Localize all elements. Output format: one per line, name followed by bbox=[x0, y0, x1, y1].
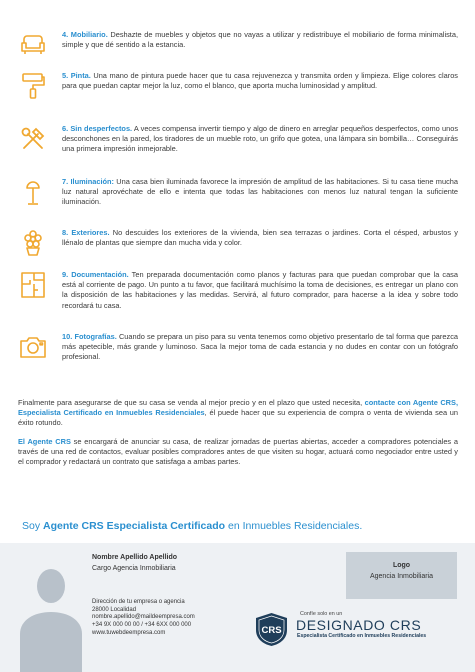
closing-highlight: contacte con Agente CRS, Especialista Certificado en Inmuebles Residenciales bbox=[18, 398, 458, 418]
closing-paragraph-1 bbox=[18, 398, 458, 429]
contact-address: Dirección de tu empresa o agencia bbox=[92, 599, 185, 605]
tip-heading: 10. Fotografías. bbox=[62, 332, 117, 341]
tip-text bbox=[62, 270, 458, 311]
tip-body: Cuando se prepara un piso para su venta tenemos como objetivo presentarlo de tal forma que parezca más apetecible, más grande y luminoso. Saca la mejor toma de cada estancia y no dudes en contar con un fotógrafo profesional. bbox=[62, 332, 458, 362]
tip-heading: 8. Exteriores. bbox=[62, 228, 110, 237]
tagline-pre: Soy bbox=[22, 520, 44, 532]
floor-plan-icon bbox=[18, 270, 48, 300]
tip-text bbox=[62, 71, 458, 91]
tip-text bbox=[62, 177, 458, 208]
closing-highlight: El Agente CRS bbox=[18, 437, 71, 446]
badge-subtitle: Especialista Certificado en Inmuebles Residenciales bbox=[297, 633, 427, 639]
tip-text bbox=[62, 30, 458, 50]
tip-heading: 6. Sin desperfectos. bbox=[62, 124, 133, 133]
contact-email[interactable]: nombre.apellido@maildeempresa.com bbox=[92, 614, 195, 621]
tip-body: No descuides los exteriores de la vivienda, bien sea terrazas o jardines. Corta el césped, arbustos y llénalo de plantas que siempre dan mucha vida y color. bbox=[62, 228, 458, 248]
agent-role: Cargo Agencia Inmobiliaria bbox=[92, 565, 176, 572]
tip-body: Deshazte de muebles y objetos que no vayas a utilizar y redistribuye el mobiliario de forma minimalista, simple y que dé sentido a la estancia. bbox=[62, 30, 458, 50]
agency-logo-placeholder bbox=[346, 552, 457, 599]
closing-text: Finalmente para asegurarse de que su casa se venda al mejor precio y en el plazo que usted necesita, bbox=[18, 398, 365, 407]
tip-body: Ten preparada documentación como planos y facturas para que puedan comprobar que la casa está al corriente de pago. Un punto a tu favor, que facilitará muchísimo la toma de decisiones, es entregar un plano con la disposición de las habitaciones y las medidas. Servirá, al futuro comprador, para hacerse a la idea y sobre todo recordará tu casa. bbox=[62, 270, 458, 310]
closing-paragraph-2 bbox=[18, 437, 458, 468]
contact-city: 28000 Localidad bbox=[92, 606, 137, 613]
closing-text: , él puede hacer que su experiencia de compra o venta de vivienda sea un éxito rotundo. bbox=[18, 408, 458, 428]
flower-icon bbox=[18, 228, 48, 258]
badge-confie: Confíe solo en un bbox=[300, 611, 343, 617]
logo-title: Logo bbox=[392, 562, 411, 569]
contact-website[interactable]: www.tuwebdeempresa.com bbox=[92, 629, 166, 636]
floor-lamp-icon bbox=[18, 177, 48, 207]
agent-contact bbox=[92, 599, 195, 638]
logo-subtitle: Agencia Inmobiliaria bbox=[369, 573, 434, 580]
tools-icon bbox=[18, 124, 48, 154]
crs-mark: CRS bbox=[261, 625, 282, 636]
tagline-post: en Inmuebles Residenciales. bbox=[225, 520, 363, 532]
closing-text: se encargará de anunciar su casa, de realizar jornadas de puertas abiertas, acceder a compradores potenciales a través de una red de contactos, evaluar posibles compradores antes de que visiten su hogar, actuará como negociador entre usted y el comprador y redactará un contrato que satisfaga a ambas partes. bbox=[18, 437, 459, 467]
crs-shield-logo bbox=[254, 612, 289, 647]
tip-text bbox=[62, 124, 458, 155]
avatar bbox=[20, 556, 82, 672]
badge-brand: DESIGNADO CRS bbox=[296, 617, 422, 633]
sofa-icon bbox=[18, 30, 48, 60]
tip-body: Una casa bien iluminada favorece la impresión de amplitud de las habitaciones. Si tu casa tiene mucha luz natural aprovéchate de ello e intenta que todas las habitaciones con menos luz natural tengan la suficiente iluminación. bbox=[62, 177, 458, 207]
agent-name: Nombre Apellido Apellido bbox=[92, 554, 178, 561]
tagline-bold: Agente CRS Especialista Certificado bbox=[43, 520, 226, 532]
tip-body: A veces compensa invertir tiempo y algo de dinero en arreglar pequeños desperfectos, como unos desconchones en la pared, los tiradores de un mueble roto, un grifo que gotea, una lámpara sin bombilla… Conseguirás una primera impresión inmejorable. bbox=[62, 124, 459, 154]
tip-heading: 9. Documentación. bbox=[62, 270, 129, 279]
agent-tagline bbox=[22, 520, 362, 532]
tip-heading: 5. Pinta. bbox=[62, 71, 91, 80]
tip-text bbox=[62, 332, 458, 363]
camera-icon bbox=[18, 332, 48, 362]
paint-roller-icon bbox=[18, 71, 48, 101]
tip-text bbox=[62, 228, 458, 248]
tip-heading: 4. Mobiliario. bbox=[62, 30, 108, 39]
tip-body: Una mano de pintura puede hacer que tu casa rejuvenezca y transmita orden y limpieza. Elige colores claros para que puedan captar mejor la luz, como el blanco, que aporta mucha luminosidad y amplitud. bbox=[62, 71, 458, 91]
contact-phone: +34 9X 000 00 00 / +34 6XX 000 000 bbox=[92, 622, 192, 629]
tip-heading: 7. Iluminación: bbox=[62, 177, 114, 186]
